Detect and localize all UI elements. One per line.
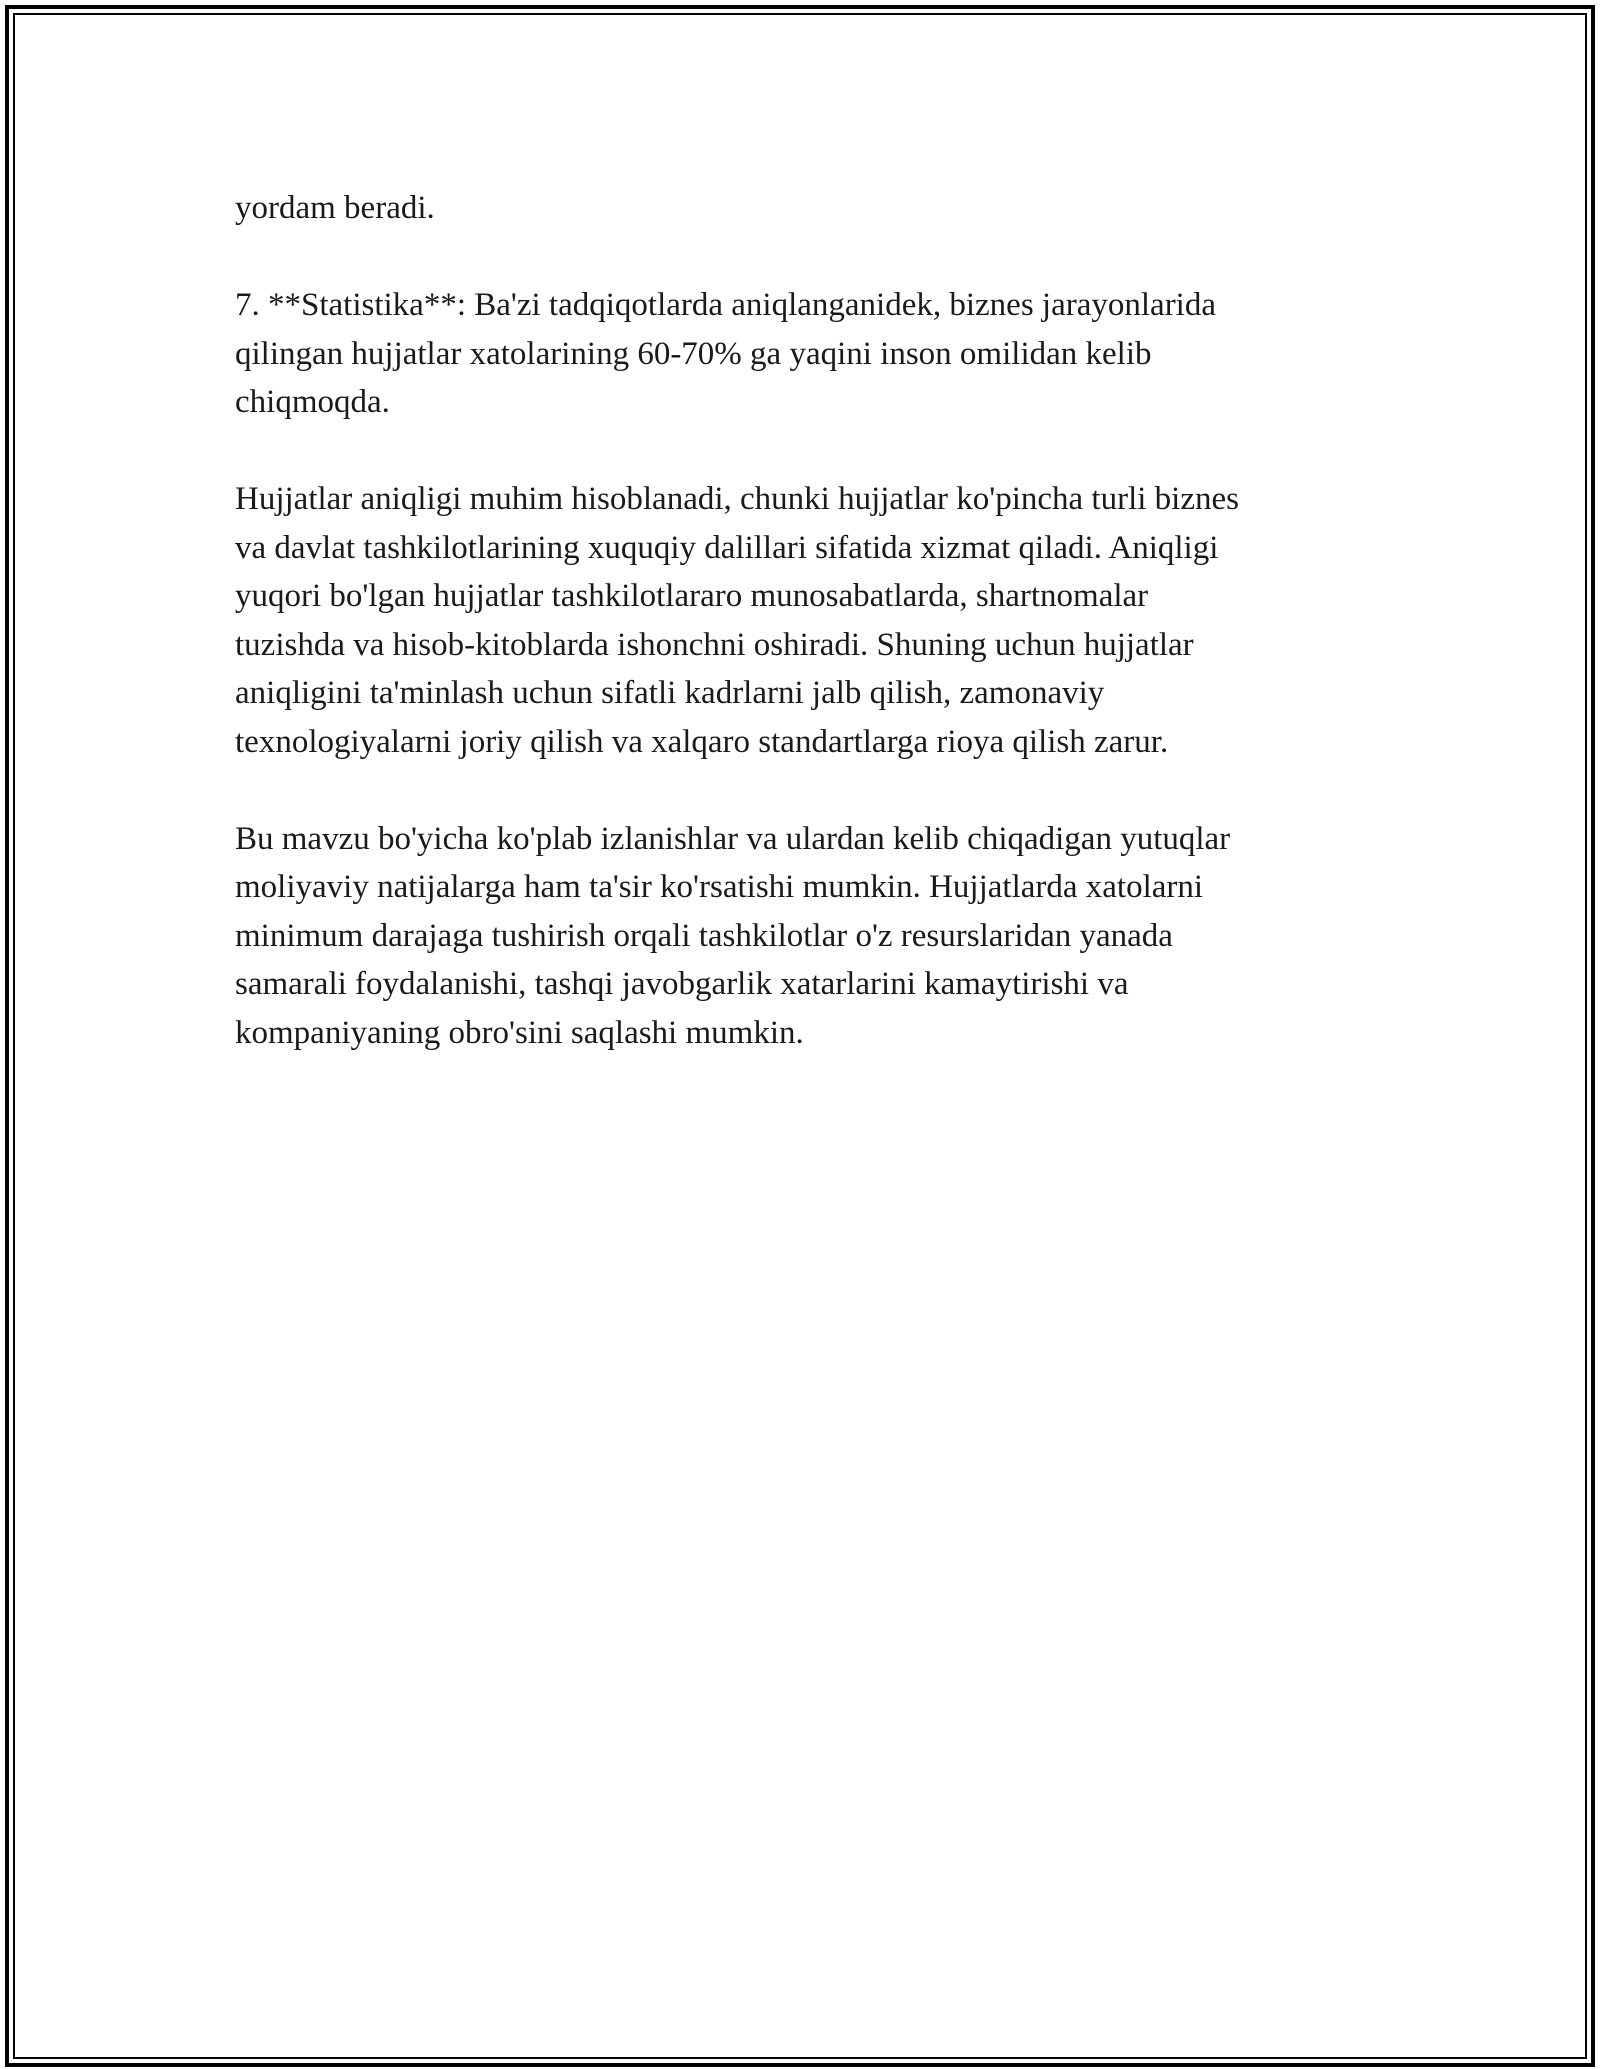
- text-line: moliyaviy natijalarga ham ta'sir ko'rsatishi mumkin. Hujjatlarda xatolarni: [235, 869, 1204, 905]
- text-line: tuzishda va hisob-kitoblarda ishonchni oshiradi. Shuning uchun hujjatlar: [235, 626, 1194, 663]
- document-body: [235, 184, 1365, 1106]
- paragraph-accuracy: [235, 475, 1365, 766]
- paragraph-statistics: [235, 281, 1365, 427]
- text-line: va davlat tashkilotlarining xuquqiy dalillari sifatida xizmat qiladi. Aniqligi: [235, 529, 1219, 566]
- text-line: Bu mavzu bo'yicha ko'plab izlanishlar va ulardan kelib chiqadigan yutuqlar: [235, 820, 1231, 857]
- text-line: texnologiyalarni joriy qilish va xalqaro standartlarga rioya qilish zarur.: [235, 723, 1169, 760]
- text-line: aniqligini ta'minlash uchun sifatli kadrlarni jalb qilish, zamonaviy: [235, 675, 1105, 711]
- text-line: yuqori bo'lgan hujjatlar tashkilotlararo munosabatlarda, shartnomalar: [235, 578, 1149, 614]
- text-line: kompaniyaning obro'sini saqlashi mumkin.: [235, 1014, 804, 1051]
- text-line: 7. **Statistika**: Ba'zi tadqiqotlarda aniqlanganidek, biznes jarayonlarida: [235, 287, 1216, 323]
- paragraph-conclusion: [235, 815, 1365, 1058]
- text-line: Hujjatlar aniqligi muhim hisoblanadi, chunki hujjatlar ko'pincha turli biznes: [235, 481, 1239, 517]
- text-line: chiqmoqda.: [235, 384, 390, 420]
- text-line: minimum darajaga tushirish orqali tashkilotlar o'z resurslaridan yanada: [235, 917, 1173, 954]
- paragraph-continuation: [235, 184, 1365, 233]
- text-line: samarali foydalanishi, tashqi javobgarlik xatarlarini kamaytirishi va: [235, 966, 1129, 1002]
- text-line: yordam beradi.: [235, 190, 435, 226]
- text-line: qilingan hujjatlar xatolarining 60-70% ga yaqini inson omilidan kelib: [235, 335, 1152, 372]
